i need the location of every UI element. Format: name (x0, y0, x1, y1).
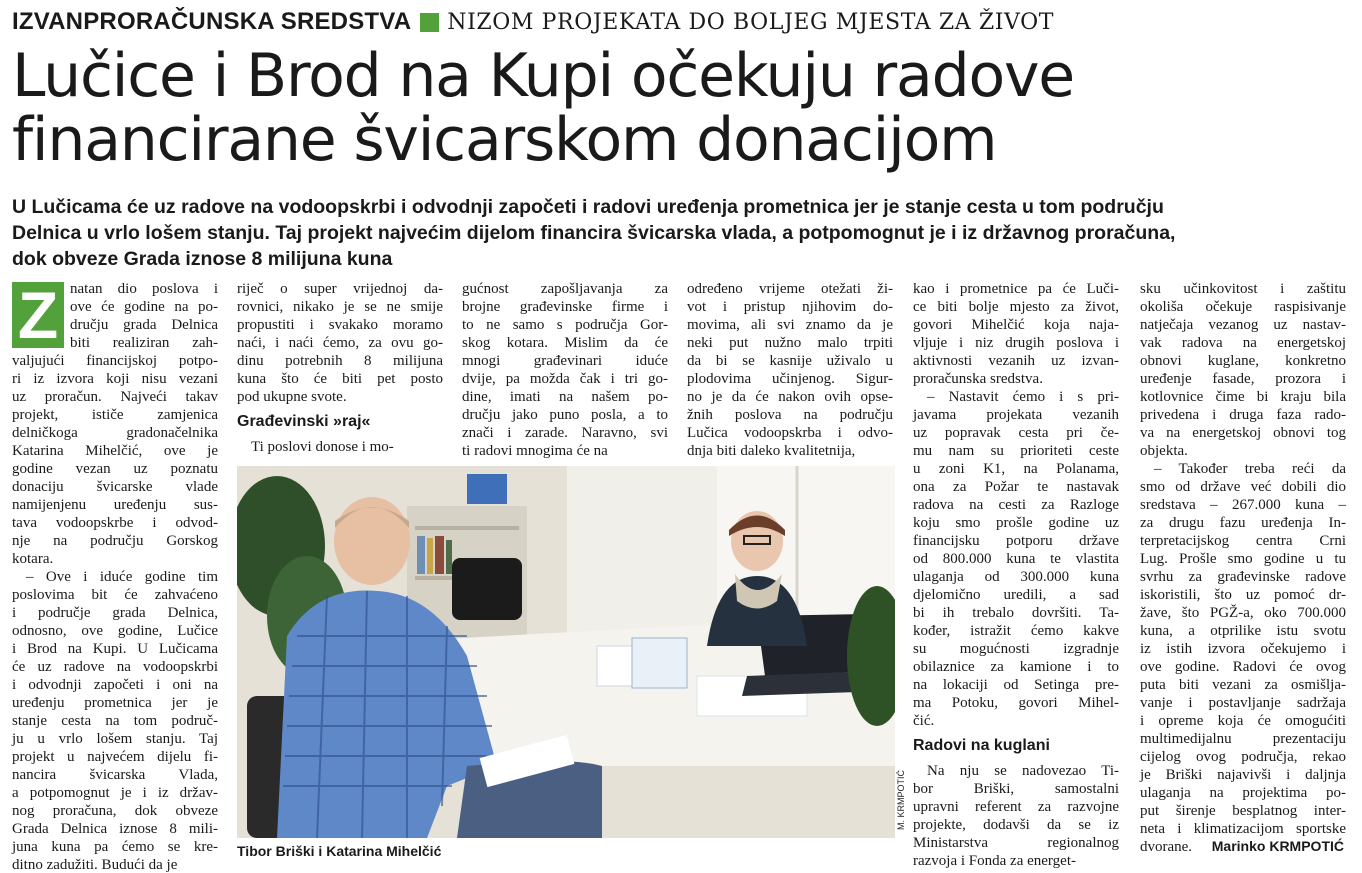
text-line: cijelog ovog područja, rekao (1140, 749, 1346, 765)
text-line: vot i pristup njihovim do- (687, 299, 893, 315)
text-line: delničkoga gradonačelnika (12, 425, 218, 441)
text-line: Ministarstva regionalnog (913, 835, 1119, 851)
text-line: ti radovi mnogima će na (462, 443, 608, 459)
column-text (913, 280, 1119, 730)
text-line: će uz radove na vodoopskrbi (12, 659, 218, 675)
text-line: dručju grada Delnica (70, 317, 218, 333)
text-line: žave, što PGŽ-a, oko 700.000 (1140, 605, 1346, 621)
text-line: a potpomognut je i iz držav- (12, 785, 218, 801)
text-line: tava vodoopskrbe i odvod- (12, 515, 218, 531)
text-line: riječ o super vrijednoj da- (237, 281, 443, 297)
text-line: objekta. (1140, 443, 1188, 459)
text-line: djelomično uredili, a sad (913, 587, 1119, 603)
text-line: dvorane. (1140, 839, 1193, 855)
text-line: neki put nužno malo trpiti (687, 335, 893, 351)
text-line: sku učinkovitost i zaštitu (1140, 281, 1346, 297)
text-line: dručju jako puno posla, a to (462, 407, 668, 423)
section-label: IZVANPRORAČUNSKA SREDSTVA (12, 8, 412, 35)
text-line: žnih poslova na području (687, 407, 893, 423)
text-line: ove godine. Radovi će ovog (1140, 659, 1346, 675)
text-line: svrhu za građevinske radove (1140, 569, 1346, 585)
text-line: terpretacijskog centra Crni (1140, 533, 1346, 549)
article-column-1 (12, 280, 218, 873)
text-line: bi ih trebalo dovršiti. Ta- (913, 605, 1119, 621)
text-line: puta biti vezani za osmišlja- (1140, 677, 1346, 693)
text-line: ri iz izvora koji nisu vezani (12, 371, 218, 387)
text-line: ditno zadužiti. Budući da je (12, 857, 178, 873)
green-square-icon (420, 13, 439, 32)
column-text (237, 280, 443, 406)
text-line: mnogi građevinari iduće (462, 353, 668, 369)
text-line: okoliša očekuje raspisivanje (1140, 299, 1346, 315)
text-line: put širenje besplatnog inter- (1140, 803, 1346, 819)
text-line: privedena i druga faza rado- (1140, 407, 1346, 423)
article-column-2 (237, 280, 443, 456)
text-line: da bi se kasnije uživalo u (687, 353, 893, 369)
text-line: mu nam su prioriteti ceste (913, 443, 1119, 459)
text-line: natječaja vezanog uz nastav- (1140, 317, 1346, 333)
text-line: uz popravak cesta pri če- (913, 425, 1119, 441)
text-line: određeno vrijeme otežati ži- (687, 281, 893, 297)
photo-caption: Tibor Briški i Katarina Mihelčić (237, 843, 442, 859)
text-line: to ne samo s područja Gor- (462, 317, 668, 333)
text-line: projekt u najvećem dijelu fi- (12, 749, 218, 765)
text-line: donaciju švicarske vlade (12, 479, 218, 495)
text-line: smo od države već dobili dio (1140, 479, 1346, 495)
text-line: dnja biti daleko kvalitetnija, (687, 443, 856, 459)
text-line: stanje cesta na tom područ- (12, 713, 218, 729)
text-line: čić. (913, 713, 935, 729)
text-line: ulaganja na projektima po- (1140, 785, 1346, 801)
article-column-5 (913, 280, 1119, 870)
column-text (687, 280, 893, 460)
text-line: su mogućnosti izgradnje (913, 641, 1119, 657)
text-line: – Također treba reći da (1154, 461, 1346, 477)
text-line: obnovi kuglane, konkretno (1140, 353, 1346, 369)
column-text (462, 280, 668, 460)
text-line: – Ove i iduće godine tim (26, 569, 218, 585)
text-line: za drugu fazu uređenja In- (1140, 515, 1346, 531)
text-line: iz istih izvora očekujemo i (1140, 641, 1346, 657)
text-line: dinu potrebnih 8 milijuna (237, 353, 443, 369)
text-line: govori Mihelčić koja naja- (913, 317, 1119, 333)
column-text (237, 438, 443, 456)
text-line: je Briški najavivši i daljnja (1140, 767, 1346, 783)
text-line: projekte, dodavši da se iz (913, 817, 1119, 833)
byline: Marinko KRMPOTIĆ (1211, 838, 1344, 854)
text-line: poslovima bit će zahvaćeno (12, 587, 218, 603)
text-line: na lokaciji od Setinga pre- (913, 677, 1119, 693)
text-line: ulaganja od 300.000 kuna (913, 569, 1119, 585)
text-line: dvije, pa možda čak i tri go- (462, 371, 668, 387)
text-line: nancira švicarska Vlada, (12, 767, 218, 783)
text-line: uređenju prometnica jer je (12, 695, 218, 711)
photo-credit: M. KRMPOTIĆ (896, 770, 906, 830)
text-line: radova na cesti za Razloge (913, 497, 1119, 513)
text-line: namijenjenu uređenju sus- (12, 497, 218, 513)
text-line: kođer, istražit ćemo kakve (913, 623, 1119, 639)
text-line: natan dio poslova i (70, 281, 218, 297)
column-text (913, 762, 1119, 870)
text-line: i odvodnji započeti i oni na (12, 677, 218, 693)
text-line: ona za Požar te nastavak (913, 479, 1119, 495)
text-line: kotlovnice čime bi kraju bila (1140, 389, 1346, 405)
text-line: obilaznice za kamione i to (913, 659, 1119, 675)
text-line: – Nastavit ćemo i s pri- (927, 389, 1119, 405)
text-line: multimedijalnu prezentaciju (1140, 731, 1346, 747)
text-line: ma Potoku, govori Mihel- (913, 695, 1119, 711)
column-text (1140, 280, 1346, 856)
article-column-6 (1140, 280, 1346, 856)
text-line: nje na području Gorskog (12, 533, 218, 549)
text-line: va na energetskoj obnovi tog (1140, 425, 1346, 441)
text-line: gućnost zapošljavanja za (462, 281, 668, 297)
text-line: pod ukupne svote. (237, 389, 347, 405)
text-line: javama projekata vezanih (913, 407, 1119, 423)
text-line: vak radova na energetskoj (1140, 335, 1346, 351)
lede-line: Delnica u vrlo lošem stanju. Taj projekt najvećim dijelom financira švicarska vlada, a potpomognut je i iz državnog proračuna, (12, 222, 1176, 244)
text-line: bor Briški, samostalni (913, 781, 1119, 797)
text-line: Na nju se nadovezao Ti- (927, 763, 1119, 779)
text-line: od 800.000 kuna te vlastita (913, 551, 1119, 567)
text-line: aktivnosti vezanih uz izvan- (913, 353, 1119, 369)
text-line: vljuje i niz drugih poslova i (913, 335, 1119, 351)
lede (12, 194, 1357, 272)
text-line: kuna, a otprilike istu svotu (1140, 623, 1346, 639)
text-line: Ti poslovi donose i mo- (251, 439, 394, 455)
text-line: plodovima učinjenog. Sigur- (687, 371, 893, 387)
text-line: uređenje fasade, prozora i (1140, 371, 1346, 387)
article-column-3 (462, 280, 668, 460)
article-column-4 (687, 280, 893, 460)
text-line: financijsku potporu države (913, 533, 1119, 549)
text-line: no je da će nakon ovih opse- (687, 389, 893, 405)
text-line: kotara. (12, 551, 54, 567)
text-line: uz proračun. Najveći takav (12, 389, 218, 405)
text-line: i područje grada Delnica, (12, 605, 218, 621)
text-line: skog kotara. Mislim da će (462, 335, 668, 351)
text-line: Katarina Mihelčić, ove je (12, 443, 218, 459)
text-line: ce biti bolje mjesto za život, (913, 299, 1119, 315)
text-line: razvoja i Fonda za energet- (913, 853, 1076, 869)
text-line: brojne građevinske firme i (462, 299, 668, 315)
headline-line: financirane švicarskom donacijom (12, 105, 997, 175)
text-line: znači i zarade. Naravno, svi (462, 425, 668, 441)
text-line: Lučica vodoopskrba i odvo- (687, 425, 893, 441)
text-line: ju u vrlo lošem stanju. Taj (12, 731, 218, 747)
text-line: rovnici, nikako je se ne smije (237, 299, 443, 315)
text-line: nog proračuna, dok obveze (12, 803, 218, 819)
text-line: godine vezan uz poznatu (12, 461, 218, 477)
headline (12, 41, 1357, 175)
text-line: vanje i postavljanje sadržaja (1140, 695, 1346, 711)
text-line: i Brod na Kupi. U Lučicama (12, 641, 218, 657)
text-line: propustiti i svakako moramo (237, 317, 443, 333)
article-photo (237, 466, 895, 838)
text-line: valjujući financijskoj potpo- (12, 353, 218, 369)
topic-label: NIZOM PROJEKATA DO BOLJEG MJESTA ZA ŽIVOT (447, 9, 1055, 35)
subhead-gradevinski-raj: Građevinski »raj« (237, 413, 371, 430)
text-line: ove će godine na po- (70, 299, 218, 315)
dropcap: Z (12, 282, 64, 348)
column-text (12, 280, 218, 873)
text-line: sredstava – 267.000 kuna – (1140, 497, 1346, 513)
text-line: biti realiziran zah- (70, 335, 218, 351)
headline-line: Lučice i Brod na Kupi očekuju radove (12, 41, 1074, 111)
text-line: upravni referent za razvojne (913, 799, 1119, 815)
text-line: neta i klimatizacijom sportske (1140, 821, 1346, 837)
lede-line: U Lučicama će uz radove na vodoopskrbi i odvodnji započeti i radovi uređenja prometnica jer je stanje cesta u tom području (12, 196, 1164, 218)
photo-illustration (237, 466, 895, 838)
subhead-radovi-na-kuglani: Radovi na kuglani (913, 737, 1050, 754)
text-line: movima, ali svi znamo da je (687, 317, 893, 333)
text-line: kuna što će biti pet posto (237, 371, 443, 387)
text-line: iskoristili, što uz pomoć dr- (1140, 587, 1346, 603)
text-line: odnosno, ove godine, Lučice (12, 623, 218, 639)
text-line: projekt, ističe zamjenica (12, 407, 218, 423)
kicker (12, 4, 1054, 40)
text-line: kao i prometnice pa će Luči- (913, 281, 1119, 297)
text-line: juna kuna pa ćemo se kre- (12, 839, 218, 855)
text-line: u zoni K1, na Polanama, (913, 461, 1119, 477)
text-line: i opreme koja će omogućiti (1140, 713, 1346, 729)
text-line: naći, i naći ćemo, za ovu go- (237, 335, 443, 351)
text-line: koju smo prošle godine uz (913, 515, 1119, 531)
text-line: Lug. Prošle smo godine u tu (1140, 551, 1346, 567)
text-line: dine, imati na našem po- (462, 389, 668, 405)
text-line: proračunska sredstva. (913, 371, 1043, 387)
text-line: Grada Delnica iznose 8 mili- (12, 821, 218, 837)
lede-line: dok obveze Grada iznose 8 milijuna kuna (12, 248, 393, 270)
